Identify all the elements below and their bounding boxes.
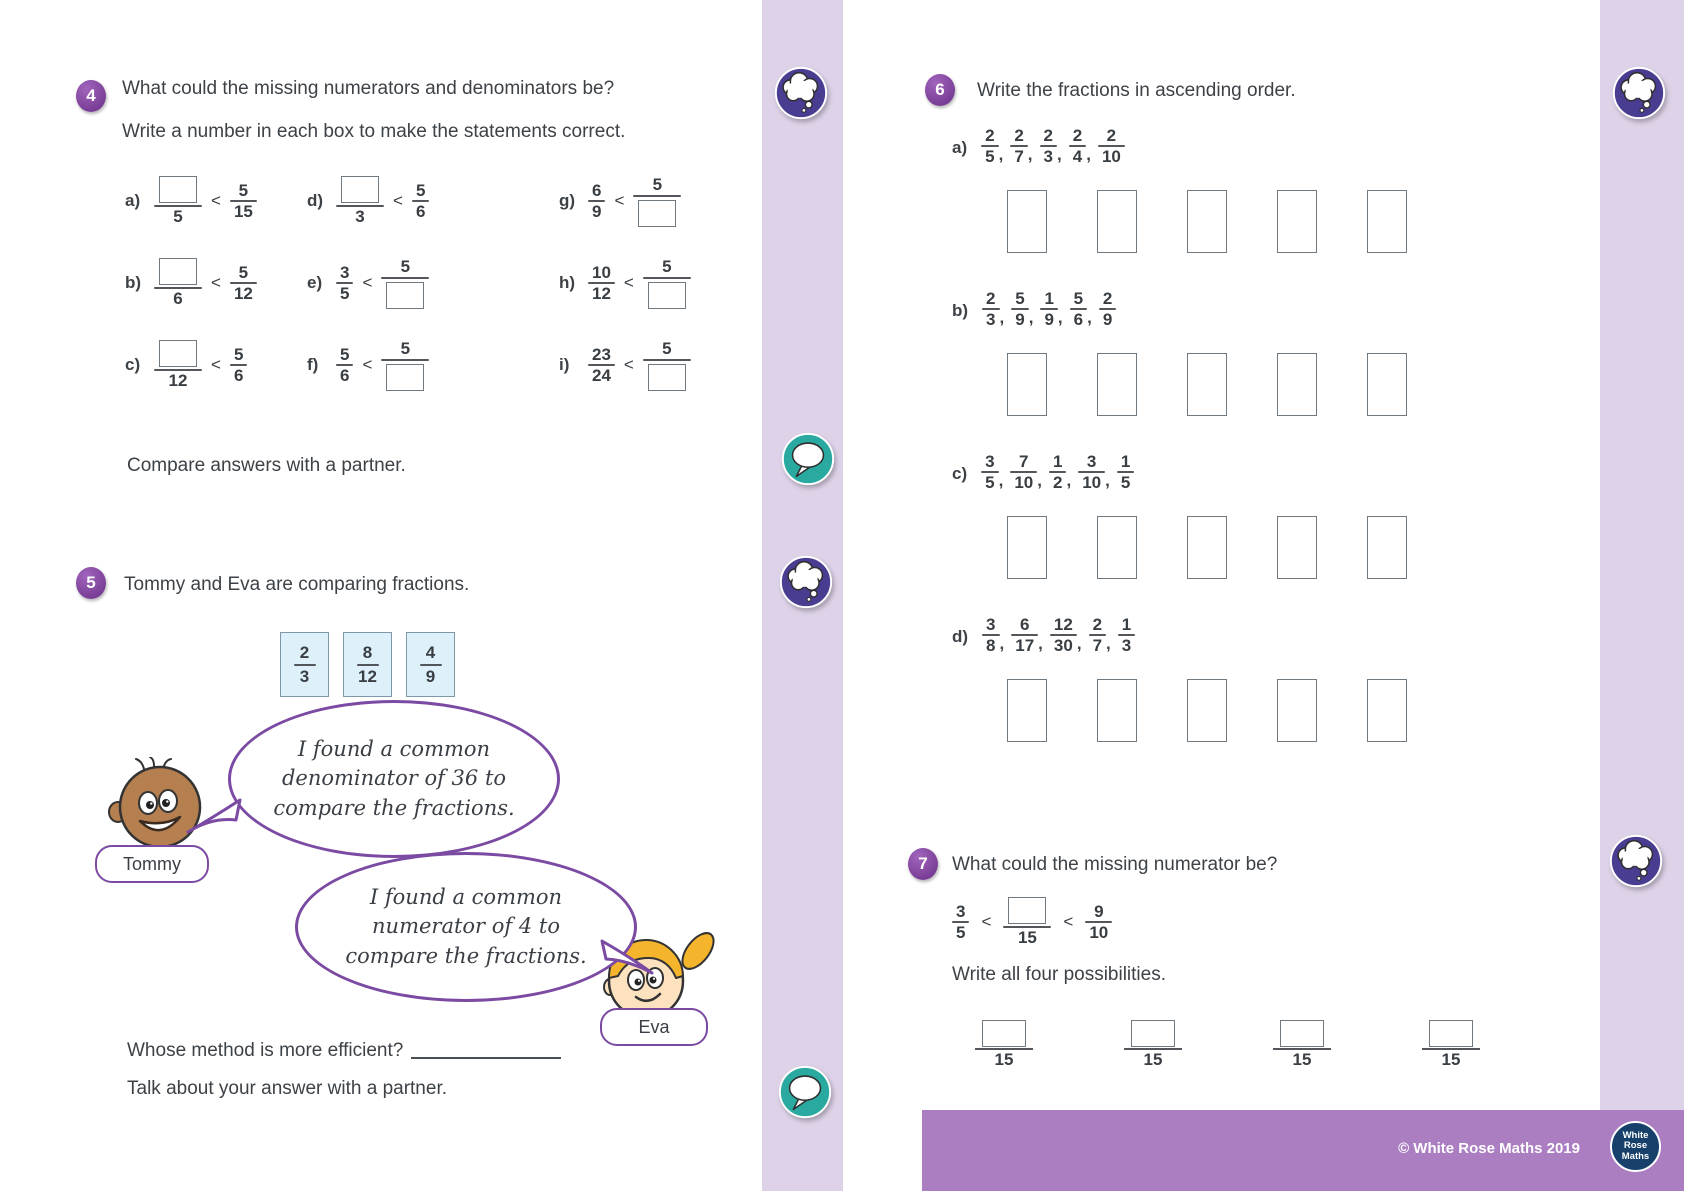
denominator: 9 <box>592 202 602 221</box>
answer-box[interactable] <box>1187 190 1227 253</box>
question-7-title: What could the missing numerator be? <box>952 854 1278 875</box>
fraction-bar <box>357 664 379 666</box>
numerator: 8 <box>362 643 373 663</box>
denominator: 15 <box>994 1050 1014 1069</box>
fraction <box>952 902 969 942</box>
question-7-answer-slots <box>975 1020 1480 1070</box>
eva-name: Eva <box>638 1016 670 1037</box>
question-5-footnote: Talk about your answer with a partner. <box>127 1078 448 1099</box>
answer-slot <box>1422 1020 1480 1070</box>
item-label: c) <box>125 355 141 374</box>
fraction <box>336 176 384 226</box>
denominator: 15 <box>233 202 253 221</box>
item-label: e) <box>307 273 323 292</box>
denominator: 5 <box>1120 473 1131 493</box>
question-5-badge <box>76 567 106 599</box>
less-than-sign: < <box>623 355 634 374</box>
missing-numerator-box[interactable] <box>159 258 197 285</box>
fraction-list <box>952 126 1407 176</box>
denominator: 10 <box>1089 923 1109 942</box>
fraction <box>381 339 429 390</box>
fraction-statement <box>125 176 307 226</box>
white-rose-maths-logo <box>1610 1121 1661 1172</box>
numerator: 6 <box>1019 615 1030 634</box>
fractions <box>981 126 1125 166</box>
answer-box[interactable] <box>1007 353 1047 416</box>
numerator: 5 <box>652 175 663 195</box>
comma: , <box>1057 308 1063 328</box>
numerator: 1 <box>1044 289 1054 308</box>
question-number: 6 <box>935 80 945 99</box>
denominator: 15 <box>1017 927 1037 947</box>
missing-numerator-box[interactable] <box>341 176 379 203</box>
tommy-bubble-tail <box>182 792 244 838</box>
fraction-statement <box>559 339 731 390</box>
numerator: 3 <box>340 262 350 282</box>
denominator: 15 <box>1441 1050 1461 1069</box>
denominator: 12 <box>168 370 188 390</box>
comma: , <box>1037 471 1042 491</box>
tommy-name-tag <box>95 845 209 883</box>
answer-box[interactable] <box>1367 516 1407 579</box>
missing-denominator-box[interactable] <box>638 200 676 227</box>
denominator: 4 <box>1072 147 1083 167</box>
answer-box[interactable] <box>1097 516 1137 579</box>
denominator: 3 <box>299 666 310 686</box>
missing-denominator-box[interactable] <box>648 282 686 309</box>
answer-box[interactable] <box>1097 353 1137 416</box>
numerator: 1 <box>1052 452 1063 471</box>
fraction-bar <box>381 359 429 361</box>
fraction <box>1070 289 1087 329</box>
comma: , <box>1028 308 1034 328</box>
question-5-prompt <box>127 1040 561 1062</box>
item-label: a) <box>952 138 968 157</box>
answer-box[interactable] <box>1277 679 1317 742</box>
item-label: h) <box>559 273 576 292</box>
fraction-statement <box>307 257 559 308</box>
numerator: 2 <box>1043 126 1053 145</box>
fraction <box>1011 289 1028 329</box>
item-label: i) <box>559 355 570 374</box>
numerator: 7 <box>1019 452 1029 471</box>
tommy-speech-text: I found a common denominator of 36 to compare the fractions. <box>273 736 515 820</box>
denominator: 3 <box>1121 636 1132 656</box>
denominator: 7 <box>1014 147 1024 167</box>
item-label: b) <box>125 273 142 292</box>
less-than-sign: < <box>1063 912 1074 931</box>
fractions <box>982 615 1135 655</box>
item-label: d) <box>952 627 969 646</box>
missing-denominator-box[interactable] <box>386 282 424 309</box>
fraction-statement <box>125 340 307 390</box>
denominator: 5 <box>985 147 995 167</box>
less-than-sign: < <box>393 191 403 210</box>
question-number: 4 <box>86 86 96 105</box>
answer-box[interactable] <box>1007 516 1047 579</box>
think-cloud-icon <box>1607 832 1665 890</box>
fraction <box>588 263 615 303</box>
item-label: a) <box>125 191 141 210</box>
eva-name-tag <box>600 1008 708 1046</box>
numerator: 10 <box>592 262 611 282</box>
comma: , <box>1087 308 1092 328</box>
missing-numerator-box[interactable] <box>159 176 197 203</box>
denominator: 24 <box>592 366 611 385</box>
comma: , <box>1086 145 1091 165</box>
question-7-badge <box>908 848 938 880</box>
answer-box[interactable] <box>1187 353 1227 416</box>
fraction <box>1118 615 1135 655</box>
numerator: 12 <box>1053 615 1073 634</box>
answer-slot <box>975 1020 1033 1070</box>
item-label: c) <box>952 464 968 483</box>
denominator: 6 <box>340 366 350 385</box>
comma: , <box>1066 471 1072 491</box>
denominator: 3 <box>1043 147 1053 167</box>
item-label: g) <box>559 191 576 210</box>
answer-slot <box>1124 1020 1182 1070</box>
fraction <box>1010 452 1037 492</box>
numerator: 3 <box>1086 452 1097 471</box>
question-number: 7 <box>918 854 928 873</box>
fraction <box>981 126 998 166</box>
numerator: 1 <box>1121 615 1132 634</box>
fraction <box>1011 615 1038 655</box>
question-5-prompt-text: Whose method is more efficient? <box>127 1040 404 1061</box>
fraction <box>1099 289 1116 329</box>
denominator: 5 <box>173 206 183 226</box>
fraction-bar <box>294 664 316 666</box>
fraction-statement <box>559 175 731 226</box>
denominator: 9 <box>1102 310 1113 330</box>
denominator: 9 <box>1015 310 1025 330</box>
fraction <box>982 615 999 655</box>
answer-line[interactable] <box>411 1057 561 1059</box>
numerator: 9 <box>1094 901 1104 921</box>
less-than-sign: < <box>211 273 221 292</box>
question-6-title: Write the fractions in ascending order. <box>977 80 1296 101</box>
fraction-bar <box>643 359 691 361</box>
eva-bubble-tail <box>596 933 658 977</box>
comma: , <box>998 471 1004 491</box>
denominator: 8 <box>986 636 996 656</box>
fraction-statement <box>307 176 559 226</box>
less-than-sign: < <box>211 191 221 210</box>
denominator: 9 <box>425 666 436 686</box>
answer-box[interactable] <box>1367 679 1407 742</box>
fraction <box>1117 452 1134 492</box>
fraction-bar <box>643 277 691 279</box>
fraction <box>1098 126 1125 166</box>
denominator: 10 <box>1082 473 1102 493</box>
fraction <box>643 257 691 308</box>
comma: , <box>1027 145 1033 165</box>
fraction <box>1010 126 1027 166</box>
numerator: 1 <box>1120 452 1131 471</box>
denominator: 6 <box>1073 310 1084 330</box>
ordering-set <box>952 452 1407 579</box>
missing-numerator-box[interactable] <box>982 1020 1026 1047</box>
fraction-card <box>343 632 392 697</box>
denominator: 3 <box>986 310 996 330</box>
comma: , <box>998 145 1004 165</box>
denominator: 7 <box>1092 636 1103 656</box>
missing-denominator-box[interactable] <box>386 364 424 391</box>
missing-numerator-box[interactable] <box>159 340 197 367</box>
numerator: 3 <box>986 615 996 634</box>
answer-slot <box>1273 1020 1331 1070</box>
fraction-cards <box>280 632 455 697</box>
question-4-footnote: Compare answers with a partner. <box>127 455 406 476</box>
missing-numerator-box[interactable] <box>1429 1020 1473 1047</box>
missing-denominator-box[interactable] <box>648 364 686 391</box>
numerator: 2 <box>1092 615 1103 634</box>
item-label: f) <box>307 355 319 374</box>
question-6-sets <box>952 126 1407 778</box>
fractions <box>981 452 1134 492</box>
numerator: 5 <box>400 339 411 359</box>
fraction <box>588 181 605 221</box>
tommy-speech-bubble <box>228 700 560 858</box>
ordering-set <box>952 615 1407 742</box>
denominator: 6 <box>173 288 183 308</box>
numerator: 5 <box>233 344 244 364</box>
numerator: 2 <box>1106 126 1117 145</box>
comma: , <box>999 634 1005 654</box>
fraction <box>154 176 202 226</box>
comma: , <box>999 308 1005 328</box>
answer-boxes <box>1007 516 1407 579</box>
think-cloud-icon <box>1610 64 1668 122</box>
fraction-bar <box>633 195 681 197</box>
numerator: 5 <box>662 339 672 359</box>
denominator: 10 <box>1014 473 1034 493</box>
fraction <box>336 345 353 385</box>
numerator: 4 <box>425 643 436 663</box>
less-than-sign: < <box>623 273 634 292</box>
denominator: 10 <box>1101 147 1121 167</box>
fraction <box>154 340 202 390</box>
fraction <box>981 452 998 492</box>
answer-box[interactable] <box>1277 516 1317 579</box>
numerator: 2 <box>299 643 310 663</box>
fraction-statement <box>559 257 731 308</box>
numerator: 5 <box>340 344 350 364</box>
answer-boxes <box>1007 353 1407 416</box>
comma: , <box>1105 471 1110 491</box>
ordering-set <box>952 126 1407 253</box>
fraction <box>230 263 257 303</box>
denominator: 2 <box>1052 473 1063 493</box>
denominator: 6 <box>233 366 244 385</box>
think-cloud-icon <box>772 64 830 122</box>
answer-box[interactable] <box>1007 190 1047 253</box>
fraction-list <box>952 452 1407 502</box>
numerator: 2 <box>985 126 995 145</box>
denominator: 30 <box>1053 636 1073 656</box>
numerator: 6 <box>592 180 602 200</box>
numerator: 3 <box>985 452 995 471</box>
answer-box[interactable] <box>1007 679 1047 742</box>
denominator: 15 <box>1292 1050 1312 1069</box>
denominator: 5 <box>985 473 995 493</box>
numerator: 5 <box>415 180 426 200</box>
fraction <box>381 257 429 308</box>
numerator: 5 <box>238 180 249 200</box>
answer-box[interactable] <box>1187 516 1227 579</box>
right-divider-strip <box>1600 0 1684 1191</box>
answer-box[interactable] <box>1277 190 1317 253</box>
fractions <box>982 289 1116 329</box>
answer-box[interactable] <box>1367 353 1407 416</box>
fraction <box>588 345 615 385</box>
numerator: 2 <box>1014 126 1024 145</box>
denominator: 5 <box>340 284 350 303</box>
denominator: 3 <box>355 206 365 226</box>
denominator: 12 <box>233 284 253 303</box>
less-than-sign: < <box>614 191 625 210</box>
comma: , <box>1076 634 1082 654</box>
question-4-statements <box>125 160 731 406</box>
question-6-badge <box>925 74 955 106</box>
less-than-sign: < <box>211 355 221 374</box>
fraction <box>1040 126 1057 166</box>
numerator: 5 <box>400 257 411 277</box>
answer-box[interactable] <box>1097 679 1137 742</box>
fraction-list <box>952 615 1407 665</box>
fraction-bar <box>420 664 442 666</box>
fraction <box>1089 615 1106 655</box>
numerator: 2 <box>986 289 996 308</box>
fraction-list <box>952 289 1407 339</box>
talk-bubble-icon <box>779 430 837 488</box>
question-4-badge <box>76 80 106 112</box>
comma: , <box>1057 145 1062 165</box>
fraction <box>412 181 429 221</box>
copyright-text: © White Rose Maths 2019 <box>1398 1140 1580 1157</box>
fraction <box>1085 902 1112 942</box>
fraction <box>633 175 681 226</box>
numerator: 2 <box>1102 289 1113 308</box>
footer-bar <box>922 1110 1684 1191</box>
comma: , <box>1038 634 1043 654</box>
question-4-title: What could the missing numerators and denominators be? <box>122 78 615 99</box>
fraction <box>1003 897 1051 947</box>
question-number: 5 <box>86 573 96 592</box>
fraction <box>1069 126 1086 166</box>
eva-speech-bubble <box>295 852 637 1002</box>
numerator: 5 <box>1073 289 1084 308</box>
denominator: 6 <box>415 202 426 221</box>
fraction <box>336 263 353 303</box>
numerator: 5 <box>662 257 672 277</box>
tommy-name: Tommy <box>123 853 181 874</box>
answer-box[interactable] <box>1367 190 1407 253</box>
fraction <box>982 289 999 329</box>
comma: , <box>1106 634 1111 654</box>
fraction <box>1078 452 1105 492</box>
answer-boxes <box>1007 679 1407 742</box>
missing-numerator-box[interactable] <box>1008 897 1046 924</box>
logo-line: Rose <box>1623 1140 1648 1152</box>
fraction <box>643 339 691 390</box>
answer-box[interactable] <box>1097 190 1137 253</box>
fraction <box>1040 289 1057 329</box>
denominator: 12 <box>358 666 377 686</box>
question-7-instruction: Write all four possibilities. <box>952 964 1167 985</box>
less-than-sign: < <box>362 355 373 374</box>
logo-line: Maths <box>1621 1150 1650 1162</box>
numerator: 23 <box>592 344 611 364</box>
numerator: 3 <box>956 901 966 921</box>
fraction <box>1049 452 1066 492</box>
denominator: 15 <box>1143 1050 1163 1069</box>
item-label: d) <box>307 191 324 210</box>
less-than-sign: < <box>362 273 373 292</box>
less-than-sign: < <box>981 912 992 931</box>
missing-numerator-box[interactable] <box>1280 1020 1324 1047</box>
fraction <box>230 181 257 221</box>
numerator: 5 <box>1015 289 1025 308</box>
answer-box[interactable] <box>1277 353 1317 416</box>
fraction <box>154 258 202 308</box>
question-4-instruction: Write a number in each box to make the statements correct. <box>122 121 626 142</box>
missing-numerator-box[interactable] <box>1131 1020 1175 1047</box>
numerator: 2 <box>1072 126 1083 145</box>
denominator: 9 <box>1044 310 1054 330</box>
denominator: 17 <box>1015 636 1035 656</box>
eva-speech-text: I found a common numerator of 4 to compare the fractions. <box>345 884 587 968</box>
answer-boxes <box>1007 190 1407 253</box>
logo-line: White <box>1622 1130 1649 1142</box>
fraction-statement <box>307 339 559 390</box>
think-cloud-icon <box>777 553 835 611</box>
fraction-card <box>406 632 455 697</box>
fraction-statement <box>125 258 307 308</box>
question-5-title: Tommy and Eva are comparing fractions. <box>124 574 470 595</box>
talk-bubble-icon <box>776 1063 834 1121</box>
ordering-set <box>952 289 1407 416</box>
answer-box[interactable] <box>1187 679 1227 742</box>
denominator: 12 <box>592 284 611 303</box>
fraction-bar <box>381 277 429 279</box>
denominator: 5 <box>956 923 966 942</box>
fraction-card <box>280 632 329 697</box>
fraction <box>230 345 247 385</box>
item-label: b) <box>952 301 969 320</box>
fraction <box>1050 615 1077 655</box>
numerator: 5 <box>238 262 249 282</box>
question-7-inequality <box>952 890 1112 954</box>
